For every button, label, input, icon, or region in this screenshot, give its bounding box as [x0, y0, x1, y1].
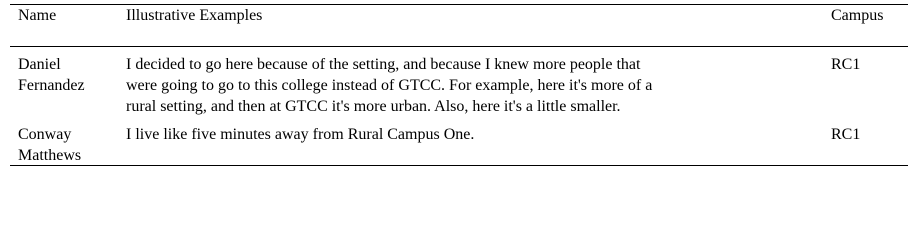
row-campus-cell: RC1: [831, 126, 861, 143]
bottom-rule: [10, 165, 908, 166]
header-campus: Campus: [831, 7, 884, 24]
header-name: Name: [18, 7, 57, 24]
row-name-cell: Daniel Fernandez: [18, 56, 85, 94]
row-example-cell: I live like five minutes away from Rural Campus One.: [126, 126, 475, 143]
header-illustrative-examples: Illustrative Examples: [126, 7, 263, 24]
row-example-cell: I decided to go here because of the setting, and because I knew more people that were going to go to this college instead of GTCC. For example, here it's more of a rural setting, and then at GTCC it's more urban. Also, here it's a little smaller.: [126, 56, 653, 115]
row-campus-cell: RC1: [831, 56, 861, 73]
row-name-cell: Conway Matthews: [18, 126, 82, 164]
header-rule: [10, 46, 908, 47]
